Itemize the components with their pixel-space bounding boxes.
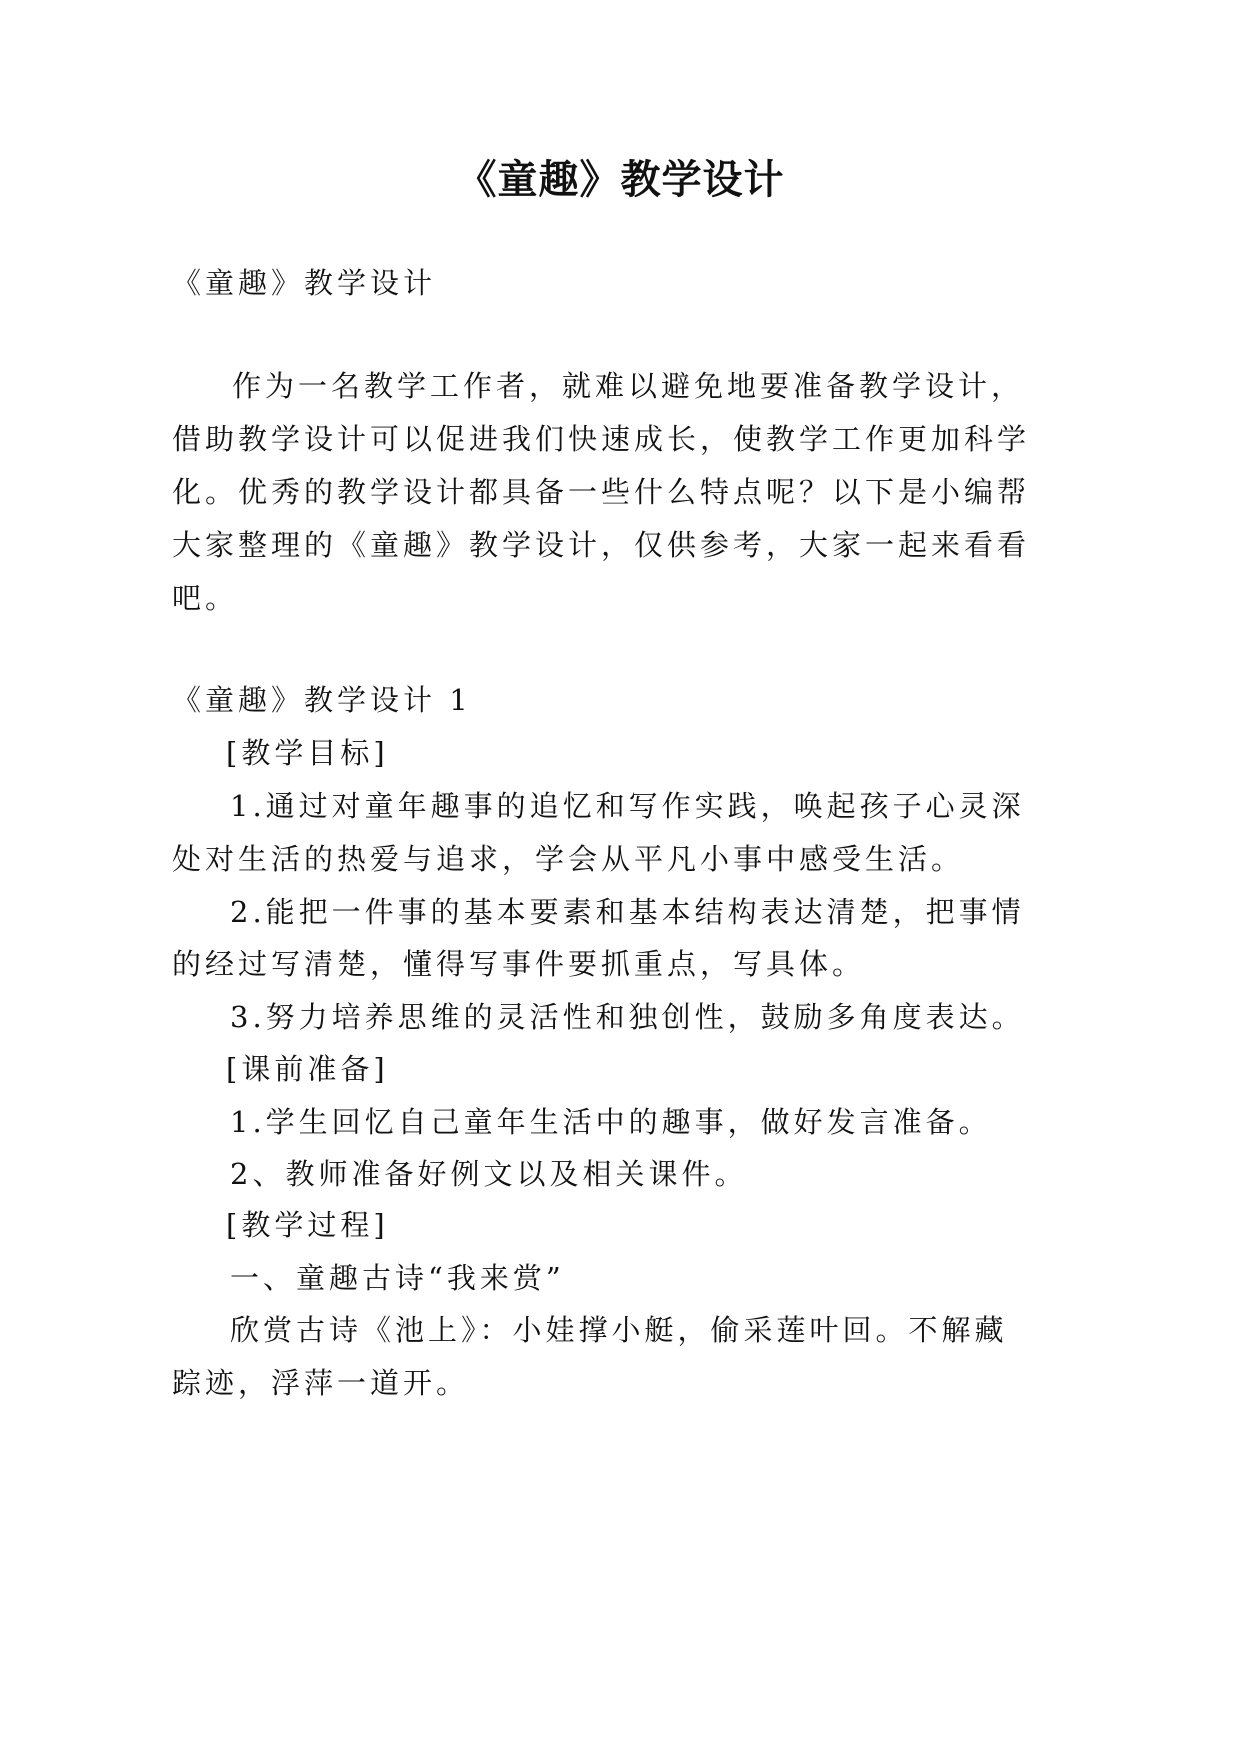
document-title: 《童趣》教学设计 (456, 157, 785, 203)
intro-line: 借助教学设计可以促进我们快速成长，使教学工作更加科学 (172, 422, 1031, 456)
goal-line: 1.通过对童年趣事的追忆和写作实践，唤起孩子心灵深 (230, 789, 1025, 823)
intro-line: 化。优秀的教学设计都具备一些什么特点呢？以下是小编帮 (172, 475, 1031, 509)
step-heading: 一、童趣古诗“我来赏” (230, 1261, 565, 1295)
prep-item: 2、教师准备好例文以及相关课件。 (230, 1157, 748, 1191)
prep-item: 1.学生回忆自己童年生活中的趣事，做好发言准备。 (230, 1105, 992, 1139)
goal-line: 2.能把一件事的基本要素和基本结构表达清楚，把事情 (230, 895, 1025, 929)
poem-line: 踪迹，浮萍一道开。 (172, 1366, 470, 1400)
goals-heading: [教学目标] (226, 736, 389, 770)
prep-heading: [课前准备] (226, 1052, 389, 1086)
goal-line: 的经过写清楚，懂得写事件要抓重点，写具体。 (172, 947, 866, 981)
goal-3: 3.努力培养思维的灵活性和独创性，鼓励多角度表达。 (230, 1000, 1025, 1034)
goal-line: 处对生活的热爱与追求，学会从平凡小事中感受生活。 (172, 842, 965, 876)
document-subtitle: 《童趣》教学设计 (172, 266, 437, 300)
intro-line: 作为一名教学工作者，就难以避免地要准备教学设计， (232, 369, 1025, 403)
intro-line: 吧。 (172, 581, 239, 615)
section-heading: 《童趣》教学设计 1 (172, 683, 472, 717)
poem-line: 欣赏古诗《池上》：小娃撑小艇，偷采莲叶回。不解藏 (230, 1313, 1008, 1347)
intro-line: 大家整理的《童趣》教学设计，仅供参考，大家一起来看看 (172, 528, 1031, 562)
process-heading: [教学过程] (226, 1208, 389, 1242)
